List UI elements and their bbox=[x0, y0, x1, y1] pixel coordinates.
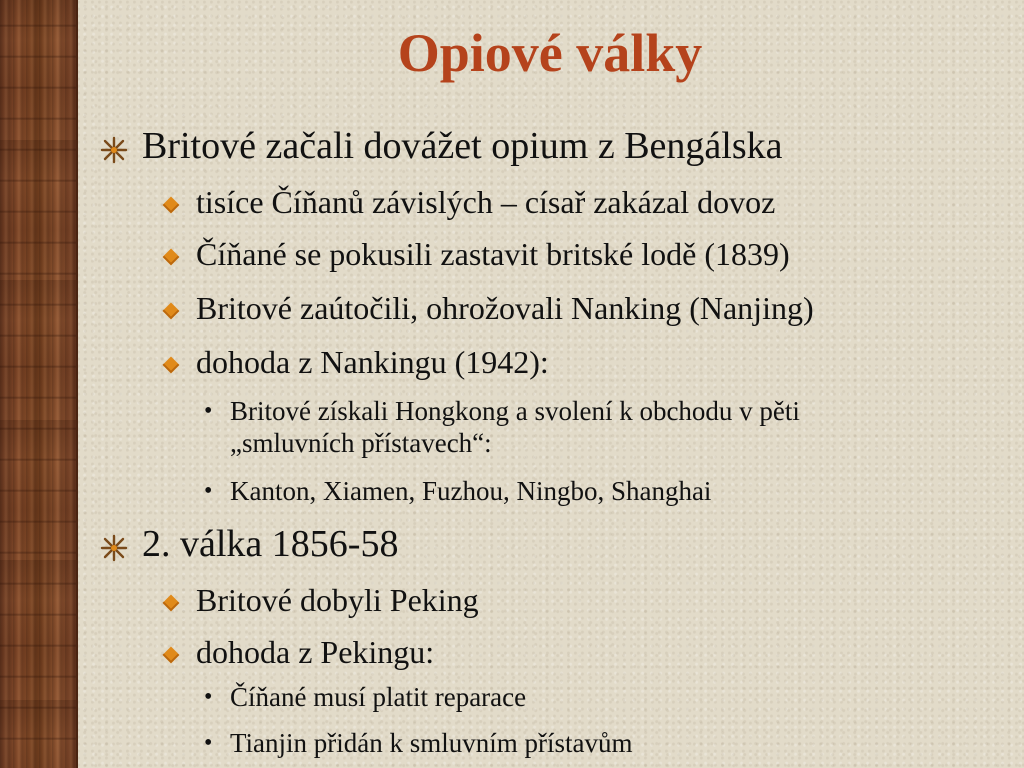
round-bullet: • bbox=[204, 684, 213, 710]
bullet-text: Britové dobyli Peking bbox=[196, 582, 479, 618]
slide-title: Opiové války bbox=[397, 23, 703, 83]
bullet-text: Britové začali dovážet opium z Bengálska bbox=[142, 125, 783, 167]
round-bullet: • bbox=[204, 730, 213, 756]
bullet-text: Britové získali Hongkong a svolení k obchodu v pěti bbox=[230, 396, 800, 426]
bullet-text: Tianjin přidán k smluvním přístavům bbox=[230, 728, 633, 758]
ornament-star-icon bbox=[100, 136, 128, 164]
orange-diamond-icon bbox=[164, 596, 178, 610]
bullet-text-continued: „smluvních přístavech“: bbox=[230, 428, 492, 458]
bullet-text: Britové zaútočili, ohrožovali Nanking (Nanjing) bbox=[196, 290, 814, 326]
bullet-text: dohoda z Nankingu (1942): bbox=[196, 344, 549, 380]
wood-sidebar-decoration bbox=[0, 0, 78, 768]
bullet-text: Číňané se pokusili zastavit britské lodě (1839) bbox=[196, 236, 790, 272]
round-bullet: • bbox=[204, 478, 213, 504]
bullet-text: 2. válka 1856-58 bbox=[142, 523, 399, 565]
bullet-text: tisíce Číňanů závislých – císař zakázal dovoz bbox=[196, 184, 776, 220]
orange-diamond-icon bbox=[164, 648, 178, 662]
round-bullet: • bbox=[204, 398, 213, 424]
orange-diamond-icon bbox=[164, 358, 178, 372]
ornament-star-icon bbox=[100, 534, 128, 562]
bullet-text: Číňané musí platit reparace bbox=[230, 682, 527, 712]
bullet-text: dohoda z Pekingu: bbox=[196, 634, 435, 670]
orange-diamond-icon bbox=[164, 250, 178, 264]
orange-diamond-icon bbox=[164, 198, 178, 212]
bullet-text: Kanton, Xiamen, Fuzhou, Ningbo, Shanghai bbox=[230, 476, 712, 506]
orange-diamond-icon bbox=[164, 304, 178, 318]
